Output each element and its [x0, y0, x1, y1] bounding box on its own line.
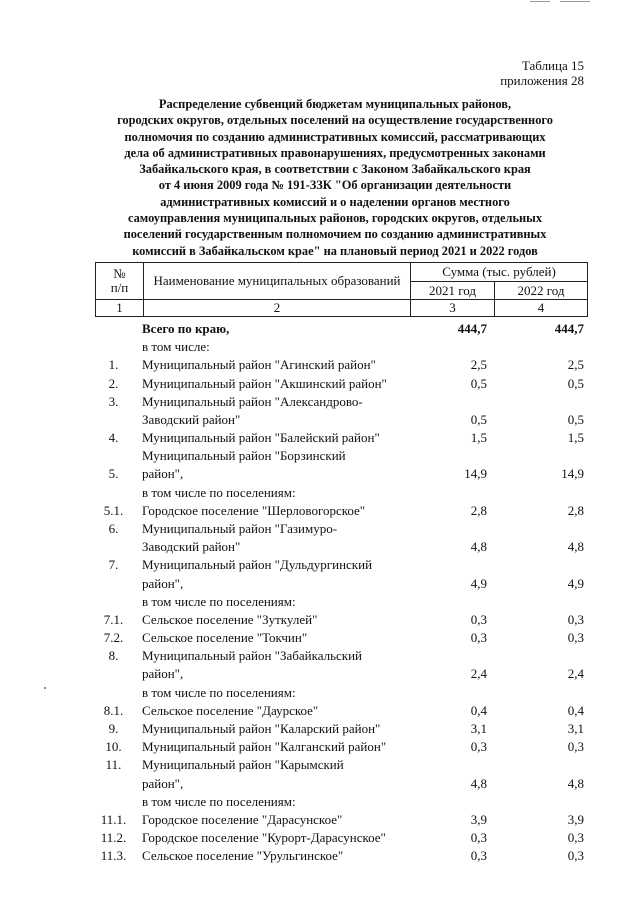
amount-2022: 0,3: [567, 830, 584, 846]
municipality-name: в том числе по поселениям:: [142, 484, 296, 500]
table-row: [0, 520, 640, 537]
subheading-row: [0, 684, 640, 701]
municipality-name: в том числе:: [142, 339, 210, 355]
amount-2022: 14,9: [561, 466, 584, 482]
amount-2022: 444,7: [554, 321, 584, 336]
municipality-name: Муниципальный район "Газимуро-: [142, 520, 338, 536]
amount-2022: 0,3: [567, 630, 584, 646]
subheading-row: [0, 484, 640, 501]
table-row: [0, 756, 640, 773]
table-row: [0, 375, 640, 392]
amount-2022: 4,8: [567, 775, 584, 791]
row-number: 3.: [108, 393, 119, 409]
row-number: 7.1.: [103, 611, 124, 627]
title-line: городских округов, отдельных поселений на осуществление государственного: [117, 113, 553, 128]
amount-2022: 4,9: [567, 575, 584, 591]
amount-2021: 1,5: [470, 430, 487, 446]
subheading-row: [0, 793, 640, 810]
amount-2022: 3,1: [567, 720, 584, 736]
number-column-header: [96, 263, 144, 300]
column-number: 1: [96, 300, 144, 317]
appendix-number: приложения 28: [500, 73, 584, 88]
municipality-name: Муниципальный район "Дульдургинский: [142, 557, 373, 573]
amount-2022: 0,3: [567, 848, 584, 864]
column-number: 2: [144, 300, 411, 317]
amount-2022: 0,5: [567, 411, 584, 427]
table-row: [0, 556, 640, 573]
amount-2021: 0,3: [470, 848, 487, 864]
table-reference: [500, 58, 584, 88]
municipality-name: в том числе по поселениям:: [142, 793, 296, 809]
municipality-name: Муниципальный район "Забайкальский: [142, 648, 363, 664]
municipality-name: Муниципальный район "Акшинский район": [142, 375, 387, 391]
amount-2022: 0,5: [567, 375, 584, 391]
municipality-name: Всего по краю,: [142, 321, 230, 336]
amount-2022: 0,3: [567, 611, 584, 627]
municipality-name: Заводский район": [142, 539, 241, 555]
title-line: дела об административных правонарушениях, предусмотренных законами: [124, 145, 546, 160]
table-row: [0, 775, 640, 792]
row-number: 8.: [108, 648, 119, 664]
row-number: 8.1.: [103, 702, 124, 718]
row-number: 10.: [105, 739, 122, 755]
amount-2021: 0,5: [470, 411, 487, 427]
year-2021-header: 2021 год: [411, 282, 495, 300]
row-number: 6.: [108, 520, 119, 536]
amount-2022: 2,5: [567, 357, 584, 373]
table-row: [0, 320, 640, 337]
amount-2022: 2,4: [567, 666, 584, 682]
number-abbrev: п/п: [110, 280, 129, 295]
amount-2021: 3,9: [470, 811, 487, 827]
row-number: 7.2.: [103, 630, 124, 646]
amount-2022: 2,8: [567, 502, 584, 518]
municipality-name: Сельское поселение "Зуткулей": [142, 611, 318, 627]
amount-2021: 4,8: [470, 775, 487, 791]
table-row: [0, 538, 640, 555]
table-row: [0, 611, 640, 628]
table-row: [0, 629, 640, 646]
subheading-row: [0, 593, 640, 610]
municipality-name: Муниципальный район "Карымский: [142, 757, 344, 773]
municipality-name: в том числе по поселениям:: [142, 593, 296, 609]
municipality-name: Сельское поселение "Урульгинское": [142, 848, 344, 864]
scan-edge: [0, 0, 640, 4]
amount-2021: 4,9: [470, 575, 487, 591]
amount-2022: 0,3: [567, 739, 584, 755]
municipality-name: Муниципальный район "Каларский район": [142, 720, 381, 736]
column-number: 4: [495, 300, 588, 317]
scan-mark: [560, 1, 590, 2]
name-column-header: Наименование муниципальных образований: [144, 263, 411, 300]
amount-2021: 2,4: [470, 666, 487, 682]
amount-2021: 0,4: [470, 702, 487, 718]
municipality-name: Муниципальный район "Балейский район": [142, 430, 380, 446]
municipality-name: район",: [142, 575, 184, 591]
row-number: 1.: [108, 357, 119, 373]
amount-2021: 0,5: [470, 375, 487, 391]
amount-2021: 0,3: [470, 739, 487, 755]
municipality-name: в том числе по поселениям:: [142, 684, 296, 700]
table-row: [0, 575, 640, 592]
title-line: от 4 июня 2009 года № 191-ЗЗК "Об организации деятельности: [158, 178, 512, 193]
table-row: [0, 502, 640, 519]
table-row: [0, 356, 640, 373]
document-title: [86, 96, 584, 259]
title-line: самоуправления муниципальных районов, городских округов, отдельных: [127, 211, 543, 226]
table-row: [0, 720, 640, 737]
table-header: [95, 262, 588, 317]
municipality-name: Городское поселение "Шерловогорское": [142, 502, 366, 518]
row-number: 4.: [108, 430, 119, 446]
subheading-row: [0, 338, 640, 355]
title-line: комиссий в Забайкальском крае" на плановый период 2021 и 2022 годов: [132, 243, 538, 258]
amount-2021: 0,3: [470, 830, 487, 846]
table-row: [0, 829, 640, 846]
municipality-name: Муниципальный район "Калганский район": [142, 739, 387, 755]
amount-2021: 3,1: [470, 720, 487, 736]
amount-2021: 2,8: [470, 502, 487, 518]
table-row: [0, 429, 640, 446]
municipality-name: Сельское поселение "Токчин": [142, 630, 308, 646]
amount-2021: 0,3: [470, 630, 487, 646]
municipality-name: Городское поселение "Курорт-Дарасунское": [142, 830, 386, 846]
amount-2021: 4,8: [470, 539, 487, 555]
year-2022-header: 2022 год: [495, 282, 588, 300]
municipality-name: Муниципальный район "Агинский район": [142, 357, 376, 373]
row-number: 11.1.: [100, 811, 127, 827]
scan-speck: [44, 687, 46, 689]
amount-2021: 444,7: [457, 321, 487, 336]
municipality-name: Муниципальный район "Борзинский: [142, 448, 346, 464]
amount-2022: 1,5: [567, 430, 584, 446]
amount-2022: 4,8: [567, 539, 584, 555]
title-line: Распределение субвенций бюджетам муниципальных районов,: [158, 97, 512, 111]
row-number: 7.: [108, 557, 119, 573]
table-row: [0, 447, 640, 464]
title-line: поселений государственным полномочием по созданию административных: [123, 227, 547, 242]
row-number: 11.3.: [100, 848, 127, 864]
table-row: [0, 847, 640, 864]
municipality-name: район",: [142, 775, 184, 791]
title-line: административных комиссий и о наделении органов местного: [160, 194, 510, 209]
table-row: [0, 465, 640, 482]
table-row: [0, 665, 640, 682]
row-number: 11.: [105, 757, 122, 773]
scan-mark: [530, 1, 550, 2]
municipality-name: Городское поселение "Дарасунское": [142, 811, 343, 827]
amount-2021: 2,5: [470, 357, 487, 373]
row-number: 2.: [108, 375, 119, 391]
municipality-name: район",: [142, 466, 184, 482]
column-number: 3: [411, 300, 495, 317]
number-sign: №: [113, 266, 126, 281]
amount-2021: 0,3: [470, 611, 487, 627]
table-row: [0, 738, 640, 755]
amount-2022: 3,9: [567, 811, 584, 827]
row-number: 9.: [108, 720, 119, 736]
municipality-name: Сельское поселение "Даурское": [142, 702, 319, 718]
table-number: Таблица 15: [521, 58, 584, 73]
table-row: [0, 393, 640, 410]
table-row: [0, 411, 640, 428]
municipality-name: Муниципальный район "Александрово-: [142, 393, 363, 409]
row-number: 11.2.: [100, 830, 127, 846]
amount-2021: 14,9: [464, 466, 487, 482]
sum-column-header: Сумма (тыс. рублей): [411, 263, 588, 282]
title-line: полномочия по созданию административных комиссий, рассматривающих: [124, 129, 546, 144]
municipality-name: Заводский район": [142, 411, 241, 427]
row-number: 5.1.: [103, 502, 124, 518]
table-row: [0, 702, 640, 719]
table-row: [0, 647, 640, 664]
amount-2022: 0,4: [567, 702, 584, 718]
table-row: [0, 811, 640, 828]
row-number: 5.: [108, 466, 119, 482]
municipality-name: район",: [142, 666, 184, 682]
title-line: Забайкальского края, в соответствии с Законом Забайкальского края: [139, 162, 531, 177]
